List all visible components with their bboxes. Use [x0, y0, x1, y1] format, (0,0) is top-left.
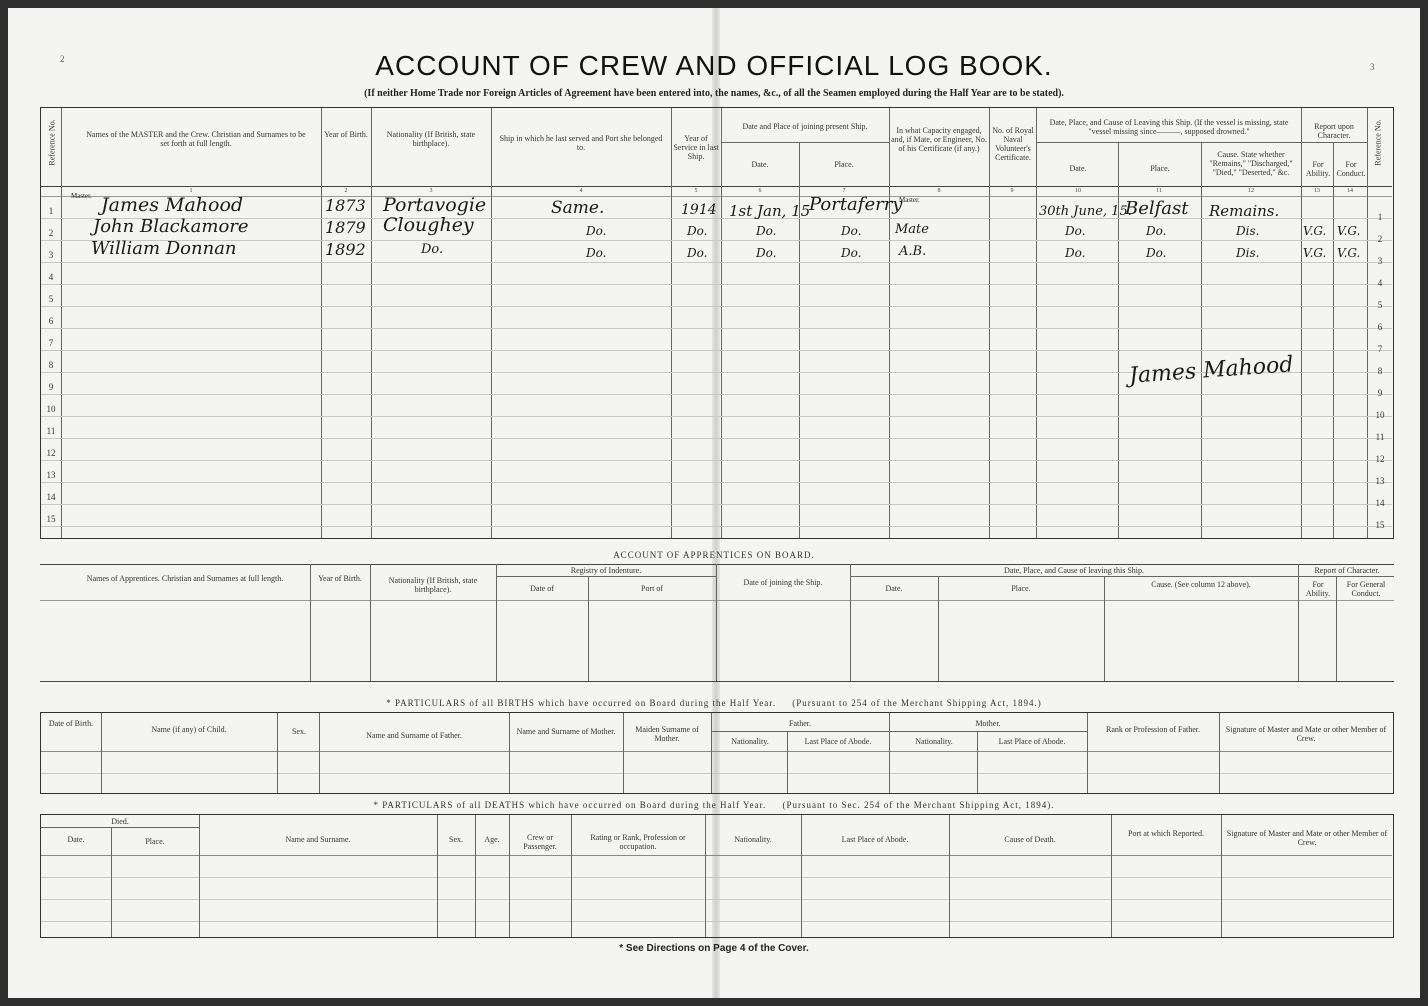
col-number: 1 [189, 188, 193, 194]
row-number-left: 13 [46, 470, 56, 480]
crew-ship: Do. [586, 246, 607, 260]
col-number: 9 [1010, 188, 1014, 194]
births-title: * PARTICULARS of all BIRTHS which have occurred on Board during the Half Year. [386, 698, 777, 708]
ref-no-header-left: Reference No. [47, 119, 57, 166]
crew-name: James Mahood [101, 194, 244, 216]
apprentice-header-leaving: Date, Place, and Cause of leaving this Ship. [1004, 566, 1144, 575]
crew-capacity: A.B. [899, 244, 927, 259]
row-number-left: 3 [48, 250, 54, 260]
births-table [40, 712, 1394, 794]
crew-leave-place: Belfast [1125, 198, 1189, 219]
header-naval: No. of Royal Naval Volunteer's Certificate. [992, 126, 1034, 162]
apprentice-header-date-of: Date of [530, 584, 554, 593]
deaths-header-died: Died. [111, 817, 129, 826]
row-number-right: 6 [1377, 322, 1383, 332]
capacity-master-label: Master. [899, 196, 920, 204]
crew-conduct: V.G. [1337, 224, 1361, 238]
row-number-right: 13 [1375, 476, 1385, 486]
births-header-father-name: Name and Surname of Father. [366, 731, 462, 740]
deaths-act: (Pursuant to Sec. 254 of the Merchant Shipping Act, 1894). [782, 800, 1055, 810]
deaths-table [40, 814, 1394, 938]
births-header-sex: Sex. [292, 727, 306, 736]
deaths-header-abode: Last Place of Abode. [841, 835, 909, 844]
crew-leave-date: 30th June, 15. [1039, 204, 1132, 219]
row-number-left: 11 [46, 426, 56, 436]
master-signature: James Mahood [1128, 352, 1295, 389]
row-number-right: 14 [1375, 498, 1385, 508]
crew-ability: V.G. [1303, 246, 1327, 260]
row-number-right: 2 [1377, 234, 1383, 244]
crew-year: 1873 [325, 196, 366, 215]
apprentice-header-port-of: Port of [641, 584, 663, 593]
col-number: 13 [1314, 188, 1320, 194]
crew-join-date: 1st Jan, 15 [729, 202, 811, 220]
crew-ability: V.G. [1303, 224, 1327, 238]
col-number: 11 [1156, 188, 1162, 194]
header-cause: Cause. State whether "Remains," "Discharged," "Died," "Deserted," &c. [1209, 150, 1293, 177]
footer-note: * See Directions on Page 4 of the Cover. [619, 943, 809, 954]
crew-join-place: Do. [841, 224, 862, 238]
row-number-right: 11 [1375, 432, 1385, 442]
crew-nationality: Do. [421, 242, 444, 257]
crew-cause: Dis. [1236, 246, 1260, 260]
row-number-right: 9 [1377, 388, 1383, 398]
apprentices-title: ACCOUNT OF APPRENTICES ON BOARD. [613, 550, 815, 560]
apprentice-header-year: Year of Birth. [318, 574, 362, 583]
ref-no-header-right: Reference No. [1373, 119, 1383, 166]
crew-ship: Same. [551, 198, 605, 218]
deaths-header-cause: Cause of Death. [1004, 835, 1056, 844]
deaths-header-crew: Crew or Passenger. [523, 833, 557, 851]
header-join-date: Date. [751, 160, 769, 169]
log-book-sheet [8, 8, 1420, 998]
crew-ship: Do. [586, 224, 607, 238]
master-label: Master. [71, 192, 92, 200]
crew-service: Do. [687, 224, 708, 238]
header-conduct: For Conduct. [1336, 160, 1366, 178]
crew-capacity: Mate [895, 222, 929, 237]
crew-conduct: V.G. [1337, 246, 1361, 260]
header-capacity: In what Capacity engaged, and, if Mate, or Engineer, No. of his Certificate (if any.) [891, 126, 987, 153]
crew-nationality: Portavogie [383, 194, 487, 216]
row-number-left: 14 [46, 492, 56, 502]
row-number-left: 10 [46, 404, 56, 414]
col-number: 7 [842, 188, 846, 194]
deaths-header-place: Place. [145, 837, 165, 846]
deaths-header-sex: Sex. [449, 835, 463, 844]
row-number-left: 2 [48, 228, 54, 238]
row-number-right: 1 [1377, 212, 1383, 222]
header-ship: Ship in which he last served and Port she belonged to. [499, 134, 663, 152]
row-number-left: 15 [46, 514, 56, 524]
crew-leave-date: Do. [1065, 246, 1086, 260]
deaths-header-rating: Rating or Rank, Profession or occupation. [590, 833, 686, 851]
crew-join-place: Portaferry [809, 194, 903, 215]
header-leaving: Date, Place, and Cause of Leaving this Ship. (If the vessel is missing, state "vessel missing since———, supposed drowned." [1049, 118, 1289, 136]
row-number-left: 8 [48, 360, 54, 370]
births-header-father: Father. [789, 719, 811, 728]
header-ability: For Ability. [1305, 160, 1331, 178]
crew-leave-date: Do. [1065, 224, 1086, 238]
crew-service: 1914 [681, 202, 717, 218]
crew-table [40, 107, 1394, 539]
header-leave-date: Date. [1069, 164, 1087, 173]
header-year: Year of Birth. [324, 130, 368, 139]
row-number-left: 5 [48, 294, 54, 304]
row-number-left: 6 [48, 316, 54, 326]
row-number-right: 8 [1377, 366, 1383, 376]
apprentice-header-registry: Registry of Indenture. [570, 566, 642, 575]
row-number-left: 4 [48, 272, 54, 282]
births-header-signature: Signature of Master and Mate or other Member of Crew. [1225, 725, 1387, 743]
births-header-mother-abode: Last Place of Abode. [998, 737, 1066, 746]
col-number: 8 [937, 188, 941, 194]
crew-join-place: Do. [841, 246, 862, 260]
header-names: Names of the MASTER and the Crew. Christian and Surnames to be set forth at full length. [86, 130, 306, 148]
apprentice-header-ability: For Ability. [1305, 580, 1331, 598]
births-title-line [8, 698, 1420, 708]
apprentice-header-names: Names of Apprentices. Christian and Surnames at full length. [86, 574, 284, 583]
crew-join-date: Do. [756, 224, 777, 238]
births-header-mother: Mother. [975, 719, 1001, 728]
crew-join-date: Do. [756, 246, 777, 260]
births-header-mother-name: Name and Surname of Mother. [516, 727, 616, 736]
row-number-left: 1 [48, 206, 54, 216]
crew-cause: Dis. [1236, 224, 1260, 238]
row-number-right: 7 [1377, 344, 1383, 354]
crew-leave-place: Do. [1146, 224, 1167, 238]
crew-name: William Donnan [91, 238, 237, 259]
header-report: Report upon Character. [1314, 122, 1354, 140]
crew-name: John Blackamore [93, 216, 249, 237]
crew-cause: Remains. [1209, 202, 1280, 220]
col-number: 14 [1347, 188, 1353, 194]
deaths-title: * PARTICULARS of all DEATHS which have occurred on Board during the Half Year. [373, 800, 767, 810]
row-number-left: 12 [46, 448, 56, 458]
page-number-right: 3 [1370, 62, 1375, 72]
row-number-right: 12 [1375, 454, 1385, 464]
deaths-header-port: Port at which Reported. [1128, 829, 1204, 838]
births-header-father-abode: Last Place of Abode. [804, 737, 872, 746]
apprentice-header-cause: Cause. (See column 12 above). [1151, 580, 1251, 589]
row-number-right: 5 [1377, 300, 1383, 310]
col-number: 5 [694, 188, 698, 194]
page-title: ACCOUNT OF CREW AND OFFICIAL LOG BOOK. [375, 50, 1053, 81]
col-number: 6 [758, 188, 762, 194]
apprentice-header-nationality: Nationality (If British, state birthplace). [388, 576, 478, 594]
births-header-child: Name (if any) of Child. [151, 725, 227, 734]
row-number-right: 4 [1377, 278, 1383, 288]
col-number: 4 [579, 188, 583, 194]
row-number-left: 7 [48, 338, 54, 348]
crew-year: 1879 [325, 218, 366, 237]
col-number: 3 [429, 188, 433, 194]
deaths-header-date: Date. [67, 835, 85, 844]
apprentices-table [40, 564, 1394, 682]
births-header-mother-nationality: Nationality. [915, 737, 953, 746]
crew-service: Do. [687, 246, 708, 260]
header-joining: Date and Place of joining present Ship. [742, 122, 868, 131]
crew-leave-place: Do. [1146, 246, 1167, 260]
header-leave-place: Place. [1150, 164, 1170, 173]
apprentice-header-report: Report of Character. [1314, 566, 1380, 575]
row-number-right: 3 [1377, 256, 1383, 266]
header-nationality: Nationality (If British, state birthplace). [386, 130, 476, 148]
deaths-header-name: Name and Surname. [285, 835, 351, 844]
apprentice-header-date: Date. [885, 584, 903, 593]
apprentice-header-conduct: For General Conduct. [1346, 580, 1386, 598]
crew-nationality: Cloughey [383, 214, 474, 236]
deaths-header-nationality: Nationality. [734, 835, 772, 844]
header-join-place: Place. [834, 160, 854, 169]
apprentice-header-place: Place. [1011, 584, 1031, 593]
page-subtitle: (If neither Home Trade nor Foreign Articles of Agreement have been entered into, the names, &c., of all the Seamen employed during the Half Year are to be stated). [364, 88, 1064, 99]
col-number: 12 [1248, 188, 1254, 194]
row-number-left: 9 [48, 382, 54, 392]
births-act: (Pursuant to 254 of the Merchant Shipping Act, 1894.) [792, 698, 1042, 708]
births-header-date: Date of Birth. [48, 719, 94, 728]
crew-year: 1892 [325, 240, 366, 259]
col-number: 10 [1075, 188, 1081, 194]
row-number-right: 10 [1375, 410, 1385, 420]
births-header-father-nationality: Nationality. [731, 737, 769, 746]
births-header-rank: Rank or Profession of Father. [1106, 725, 1200, 734]
row-number-right: 15 [1375, 520, 1385, 530]
deaths-title-line [8, 800, 1420, 810]
header-year-service: Year of Service in last Ship. [673, 134, 719, 161]
col-number: 2 [344, 188, 348, 194]
page-number-left: 2 [60, 54, 65, 64]
births-header-maiden: Maiden Surname of Mother. [635, 725, 699, 743]
deaths-header-signature: Signature of Master and Mate or other Member of Crew. [1226, 829, 1388, 847]
deaths-header-age: Age. [484, 835, 500, 844]
apprentice-header-joining: Date of joining the Ship. [743, 578, 823, 587]
